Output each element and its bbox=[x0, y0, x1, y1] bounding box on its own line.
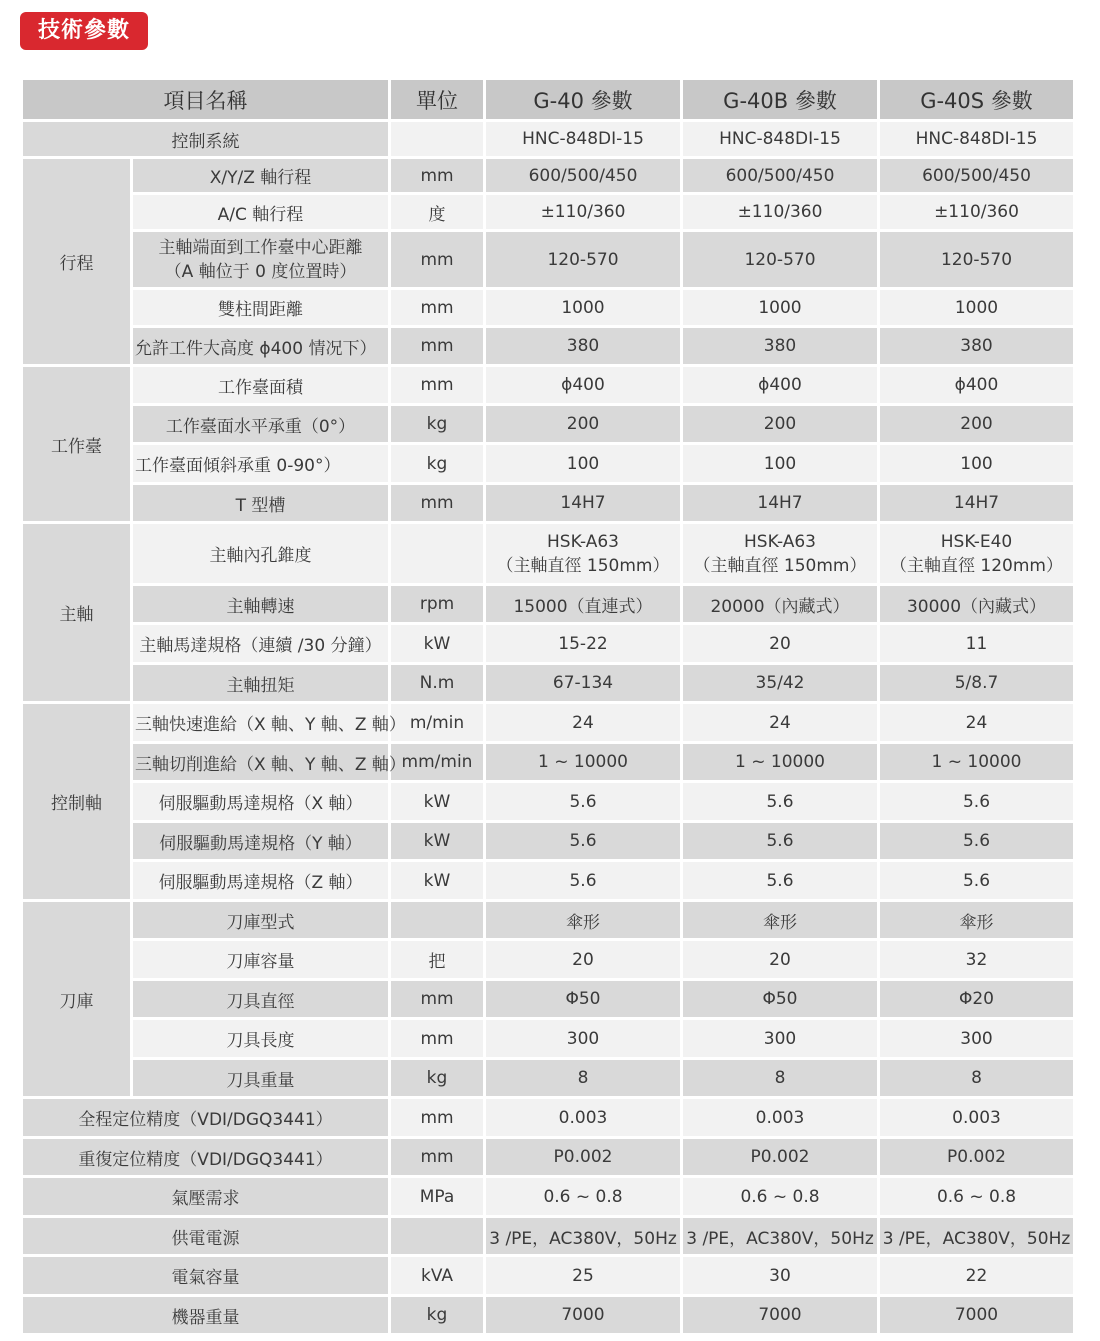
row-value-g40s: 5.6 bbox=[879, 861, 1075, 901]
row-value-g40s: 8 bbox=[879, 1059, 1075, 1098]
row-unit: kg bbox=[390, 444, 485, 484]
table-row bbox=[22, 405, 1075, 444]
spec-table bbox=[20, 77, 1076, 1336]
row-value-g40b: 0.003 bbox=[682, 1098, 879, 1138]
row-value-g40s: 7000 bbox=[879, 1296, 1075, 1335]
row-value-g40s: 600/500/450 bbox=[879, 158, 1075, 194]
row-value-g40: 1000 bbox=[485, 289, 682, 327]
row-name: 主軸內孔錐度 bbox=[132, 523, 390, 585]
row-value-g40b: 20 bbox=[682, 624, 879, 664]
row-unit: mm bbox=[390, 158, 485, 194]
row-value-g40s: 24 bbox=[879, 703, 1075, 743]
row-value-g40b: 14H7 bbox=[682, 484, 879, 523]
row-name: 機器重量 bbox=[22, 1296, 390, 1335]
row-value-g40b: HNC-848DI-15 bbox=[682, 121, 879, 158]
row-name: 供電電源 bbox=[22, 1217, 390, 1256]
row-value-g40s: 120-570 bbox=[879, 231, 1075, 289]
row-value-g40b: 380 bbox=[682, 327, 879, 366]
table-row bbox=[22, 703, 1075, 743]
row-name: 全程定位精度（VDI/DGQ3441） bbox=[22, 1098, 390, 1138]
value-line2: （主軸直徑 150mm） bbox=[496, 555, 670, 576]
value-line1: HSK-A63 bbox=[744, 531, 816, 552]
table-row bbox=[22, 940, 1075, 980]
row-value-g40: ±110/360 bbox=[485, 194, 682, 231]
table-row bbox=[22, 366, 1075, 405]
row-name: 主軸扭矩 bbox=[132, 664, 390, 703]
row-value-g40b: 600/500/450 bbox=[682, 158, 879, 194]
row-value-g40b: 7000 bbox=[682, 1296, 879, 1335]
row-name: 三軸快速進給（X 軸、Y 軸、Z 軸） bbox=[132, 703, 390, 743]
row-unit: mm bbox=[390, 289, 485, 327]
row-unit: kW bbox=[390, 624, 485, 664]
row-value-g40: 20 bbox=[485, 940, 682, 980]
row-value-g40: 0.6 ~ 0.8 bbox=[485, 1177, 682, 1217]
row-name: 主軸馬達規格（連續 /30 分鐘） bbox=[132, 624, 390, 664]
row-name: 工作臺面積 bbox=[132, 366, 390, 405]
table-row bbox=[22, 901, 1075, 940]
row-value-g40s: 22 bbox=[879, 1256, 1075, 1296]
row-value-g40b: 200 bbox=[682, 405, 879, 444]
row-value-g40b: P0.002 bbox=[682, 1138, 879, 1177]
table-row bbox=[22, 327, 1075, 366]
row-value-g40b: 120-570 bbox=[682, 231, 879, 289]
row-value-g40b bbox=[682, 523, 879, 585]
row-name: 工作臺面傾斜承重 0-90°） bbox=[132, 444, 390, 484]
group-control-axis: 控制軸 bbox=[22, 703, 132, 901]
row-name: 控制系統 bbox=[22, 121, 390, 158]
row-name: T 型槽 bbox=[132, 484, 390, 523]
row-value-g40: 600/500/450 bbox=[485, 158, 682, 194]
row-value-g40: P0.002 bbox=[485, 1138, 682, 1177]
table-row bbox=[22, 624, 1075, 664]
row-value-g40b: 傘形 bbox=[682, 901, 879, 940]
row-value-g40 bbox=[485, 523, 682, 585]
table-row bbox=[22, 1217, 1075, 1256]
row-value-g40: 200 bbox=[485, 405, 682, 444]
row-value-g40: 8 bbox=[485, 1059, 682, 1098]
row-unit: mm bbox=[390, 1138, 485, 1177]
row-unit: mm bbox=[390, 1098, 485, 1138]
row-value-g40b: 100 bbox=[682, 444, 879, 484]
table-row bbox=[22, 861, 1075, 901]
row-value-g40b: 300 bbox=[682, 1019, 879, 1059]
row-value-g40: 5.6 bbox=[485, 822, 682, 861]
header-unit: 單位 bbox=[390, 79, 485, 121]
table-row bbox=[22, 1019, 1075, 1059]
row-value-g40: 15000（直連式） bbox=[485, 585, 682, 624]
row-unit: 把 bbox=[390, 940, 485, 980]
row-unit: mm bbox=[390, 1019, 485, 1059]
row-value-g40: 25 bbox=[485, 1256, 682, 1296]
table-row bbox=[22, 121, 1075, 158]
row-unit bbox=[390, 121, 485, 158]
row-unit: kg bbox=[390, 405, 485, 444]
table-row bbox=[22, 782, 1075, 822]
row-unit: kW bbox=[390, 822, 485, 861]
row-value-g40: 1 ~ 10000 bbox=[485, 743, 682, 782]
header-g40s: G-40S 參數 bbox=[879, 79, 1075, 121]
table-row bbox=[22, 980, 1075, 1019]
row-unit: mm/min bbox=[390, 743, 485, 782]
row-value-g40s: 傘形 bbox=[879, 901, 1075, 940]
row-unit bbox=[390, 901, 485, 940]
row-name: 刀具重量 bbox=[132, 1059, 390, 1098]
row-value-g40: 100 bbox=[485, 444, 682, 484]
row-value-g40: 24 bbox=[485, 703, 682, 743]
row-value-g40: 5.6 bbox=[485, 782, 682, 822]
row-value-g40: Φ50 bbox=[485, 980, 682, 1019]
row-value-g40b: 1 ~ 10000 bbox=[682, 743, 879, 782]
row-value-g40: ϕ400 bbox=[485, 366, 682, 405]
row-value-g40: 380 bbox=[485, 327, 682, 366]
row-value-g40: 傘形 bbox=[485, 901, 682, 940]
row-unit: MPa bbox=[390, 1177, 485, 1217]
table-row bbox=[22, 289, 1075, 327]
value-line1: HSK-E40 bbox=[940, 531, 1013, 552]
row-value-g40b: 3 /PE，AC380V，50Hz bbox=[682, 1217, 879, 1256]
table-row bbox=[22, 194, 1075, 231]
table-row bbox=[22, 585, 1075, 624]
row-value-g40b: 24 bbox=[682, 703, 879, 743]
row-value-g40s: 1 ~ 10000 bbox=[879, 743, 1075, 782]
value-line2: （主軸直徑 120mm） bbox=[890, 555, 1063, 576]
row-value-g40: 5.6 bbox=[485, 861, 682, 901]
row-unit: kg bbox=[390, 1296, 485, 1335]
row-name: 電氣容量 bbox=[22, 1256, 390, 1296]
row-unit: N.m bbox=[390, 664, 485, 703]
row-value-g40s: ±110/360 bbox=[879, 194, 1075, 231]
row-value-g40: 3 /PE，AC380V，50Hz bbox=[485, 1217, 682, 1256]
row-value-g40s: HNC-848DI-15 bbox=[879, 121, 1075, 158]
row-value-g40s: 300 bbox=[879, 1019, 1075, 1059]
row-unit: mm bbox=[390, 366, 485, 405]
row-unit: rpm bbox=[390, 585, 485, 624]
row-name: 氣壓需求 bbox=[22, 1177, 390, 1217]
row-value-g40s: 5.6 bbox=[879, 782, 1075, 822]
row-value-g40s: 30000（內藏式） bbox=[879, 585, 1075, 624]
row-value-g40s: 11 bbox=[879, 624, 1075, 664]
row-value-g40s: 1000 bbox=[879, 289, 1075, 327]
section-title: 技術參數 bbox=[20, 12, 148, 50]
group-spindle: 主軸 bbox=[22, 523, 132, 703]
row-name-line2: （A 軸位于 0 度位置時） bbox=[164, 261, 357, 282]
row-value-g40b: 5.6 bbox=[682, 822, 879, 861]
row-name: 伺服驅動馬達規格（Y 軸） bbox=[132, 822, 390, 861]
row-value-g40s bbox=[879, 523, 1075, 585]
row-unit: 度 bbox=[390, 194, 485, 231]
row-unit: mm bbox=[390, 231, 485, 289]
header-row bbox=[22, 79, 1075, 121]
row-value-g40: 300 bbox=[485, 1019, 682, 1059]
row-value-g40s: 32 bbox=[879, 940, 1075, 980]
row-name: 伺服驅動馬達規格（X 軸） bbox=[132, 782, 390, 822]
row-value-g40: 7000 bbox=[485, 1296, 682, 1335]
row-value-g40b: 8 bbox=[682, 1059, 879, 1098]
row-name: 三軸切削進給（X 軸、Y 軸、Z 軸） bbox=[132, 743, 390, 782]
row-unit: m/min bbox=[390, 703, 485, 743]
row-value-g40b: 30 bbox=[682, 1256, 879, 1296]
value-line2: （主軸直徑 150mm） bbox=[693, 555, 867, 576]
row-value-g40s: 0.6 ~ 0.8 bbox=[879, 1177, 1075, 1217]
table-row bbox=[22, 1256, 1075, 1296]
row-name: 刀庫容量 bbox=[132, 940, 390, 980]
row-value-g40s: ϕ400 bbox=[879, 366, 1075, 405]
row-name: 工作臺面水平承重（0°） bbox=[132, 405, 390, 444]
table-row bbox=[22, 1138, 1075, 1177]
row-value-g40s: P0.002 bbox=[879, 1138, 1075, 1177]
row-value-g40b: 35/42 bbox=[682, 664, 879, 703]
row-value-g40b: ±110/360 bbox=[682, 194, 879, 231]
row-value-g40: 14H7 bbox=[485, 484, 682, 523]
row-value-g40s: 0.003 bbox=[879, 1098, 1075, 1138]
row-name: 刀具直徑 bbox=[132, 980, 390, 1019]
row-value-g40b: Φ50 bbox=[682, 980, 879, 1019]
row-value-g40s: 14H7 bbox=[879, 484, 1075, 523]
row-unit: mm bbox=[390, 327, 485, 366]
row-value-g40s: 3 /PE，AC380V，50Hz bbox=[879, 1217, 1075, 1256]
row-unit: mm bbox=[390, 980, 485, 1019]
row-unit bbox=[390, 1217, 485, 1256]
row-name: X/Y/Z 軸行程 bbox=[132, 158, 390, 194]
row-name: 刀具長度 bbox=[132, 1019, 390, 1059]
group-worktable: 工作臺 bbox=[22, 366, 132, 523]
row-value-g40b: 20 bbox=[682, 940, 879, 980]
row-value-g40: 67-134 bbox=[485, 664, 682, 703]
table-row bbox=[22, 743, 1075, 782]
table-row bbox=[22, 1059, 1075, 1098]
row-value-g40b: 5.6 bbox=[682, 782, 879, 822]
row-value-g40b: 1000 bbox=[682, 289, 879, 327]
row-value-g40: 15-22 bbox=[485, 624, 682, 664]
group-tool-magazine: 刀庫 bbox=[22, 901, 132, 1098]
table-row bbox=[22, 231, 1075, 289]
row-value-g40: 120-570 bbox=[485, 231, 682, 289]
row-value-g40s: 380 bbox=[879, 327, 1075, 366]
row-value-g40b: ϕ400 bbox=[682, 366, 879, 405]
row-name: 主軸轉速 bbox=[132, 585, 390, 624]
row-unit: kW bbox=[390, 782, 485, 822]
row-value-g40s: 5.6 bbox=[879, 822, 1075, 861]
table-row bbox=[22, 1098, 1075, 1138]
row-value-g40s: 5/8.7 bbox=[879, 664, 1075, 703]
row-name: 允許工件大高度 ϕ400 情况下） bbox=[132, 327, 390, 366]
row-unit: kVA bbox=[390, 1256, 485, 1296]
row-name-line1: 主軸端面到工作臺中心距離 bbox=[158, 237, 363, 258]
row-value-g40: 0.003 bbox=[485, 1098, 682, 1138]
row-value-g40: HNC-848DI-15 bbox=[485, 121, 682, 158]
row-value-g40s: 200 bbox=[879, 405, 1075, 444]
row-value-g40s: 100 bbox=[879, 444, 1075, 484]
table-row bbox=[22, 158, 1075, 194]
row-unit: kg bbox=[390, 1059, 485, 1098]
row-value-g40s: Φ20 bbox=[879, 980, 1075, 1019]
value-line1: HSK-A63 bbox=[547, 531, 619, 552]
table-row bbox=[22, 523, 1075, 585]
table-row bbox=[22, 664, 1075, 703]
row-name: 伺服驅動馬達規格（Z 軸） bbox=[132, 861, 390, 901]
row-name: 刀庫型式 bbox=[132, 901, 390, 940]
row-name: 雙柱間距離 bbox=[132, 289, 390, 327]
table-row bbox=[22, 1177, 1075, 1217]
row-name: 重復定位精度（VDI/DGQ3441） bbox=[22, 1138, 390, 1177]
table-row bbox=[22, 484, 1075, 523]
row-value-g40b: 0.6 ~ 0.8 bbox=[682, 1177, 879, 1217]
table-row bbox=[22, 822, 1075, 861]
header-name: 項目名稱 bbox=[22, 79, 390, 121]
table-row bbox=[22, 444, 1075, 484]
row-unit: kW bbox=[390, 861, 485, 901]
row-unit bbox=[390, 523, 485, 585]
group-travel: 行程 bbox=[22, 158, 132, 366]
row-name bbox=[132, 231, 390, 289]
header-g40: G-40 參數 bbox=[485, 79, 682, 121]
row-value-g40b: 20000（內藏式） bbox=[682, 585, 879, 624]
row-unit: mm bbox=[390, 484, 485, 523]
table-row bbox=[22, 1296, 1075, 1335]
row-value-g40b: 5.6 bbox=[682, 861, 879, 901]
row-name: A/C 軸行程 bbox=[132, 194, 390, 231]
header-g40b: G-40B 參數 bbox=[682, 79, 879, 121]
